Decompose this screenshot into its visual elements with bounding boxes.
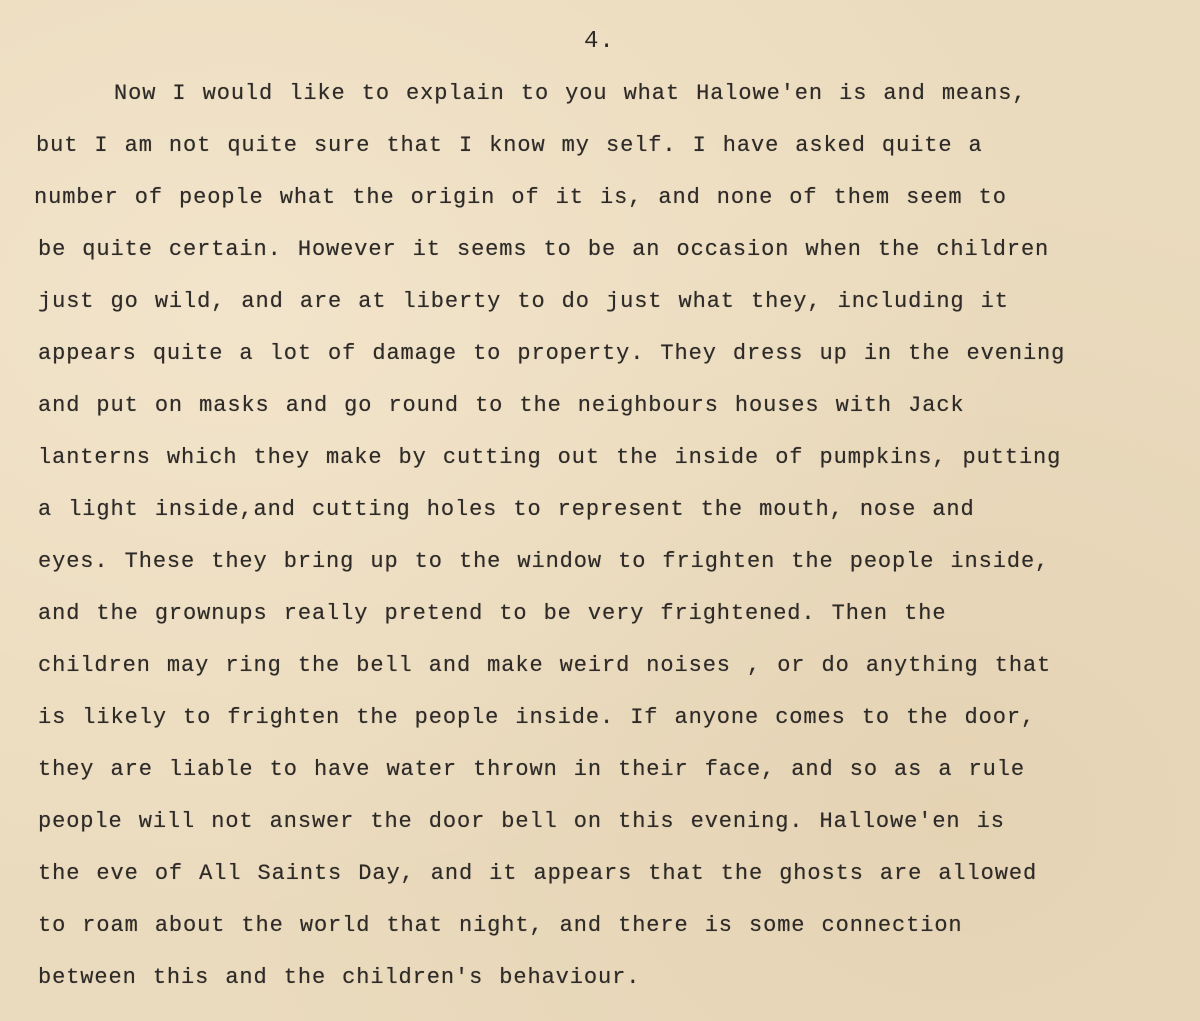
text-line: is likely to frighten the people inside. If anyone comes to the door, bbox=[38, 705, 1036, 730]
text-line: number of people what the origin of it is, and none of them seem to bbox=[34, 185, 1007, 210]
text-line: Now I would like to explain to you what Halowe'en is and means, bbox=[114, 81, 1027, 106]
text-line: just go wild, and are at liberty to do just what they, including it bbox=[38, 289, 1009, 314]
text-line: appears quite a lot of damage to property. They dress up in the evening bbox=[38, 341, 1066, 366]
page-number: 4. bbox=[584, 28, 615, 55]
text-line: they are liable to have water thrown in their face, and so as a rule bbox=[38, 757, 1025, 782]
text-line: but I am not quite sure that I know my self. I have asked quite a bbox=[36, 133, 983, 158]
text-line: the eve of All Saints Day, and it appears that the ghosts are allowed bbox=[38, 861, 1038, 886]
text-line: and the grownups really pretend to be very frightened. Then the bbox=[38, 601, 947, 626]
text-line: children may ring the bell and make weird noises , or do anything that bbox=[38, 653, 1052, 678]
text-line: between this and the children's behaviour. bbox=[38, 965, 641, 990]
text-line: be quite certain. However it seems to be an occasion when the children bbox=[38, 237, 1050, 262]
text-line: and put on masks and go round to the neighbours houses with Jack bbox=[38, 393, 965, 418]
text-line: a light inside,and cutting holes to represent the mouth, nose and bbox=[38, 497, 975, 522]
text-line: people will not answer the door bell on this evening. Hallowe'en is bbox=[38, 809, 1005, 834]
text-line: lanterns which they make by cutting out the inside of pumpkins, putting bbox=[38, 445, 1062, 470]
text-line: to roam about the world that night, and there is some connection bbox=[38, 913, 963, 938]
text-line: eyes. These they bring up to the window to frighten the people inside, bbox=[38, 549, 1050, 574]
